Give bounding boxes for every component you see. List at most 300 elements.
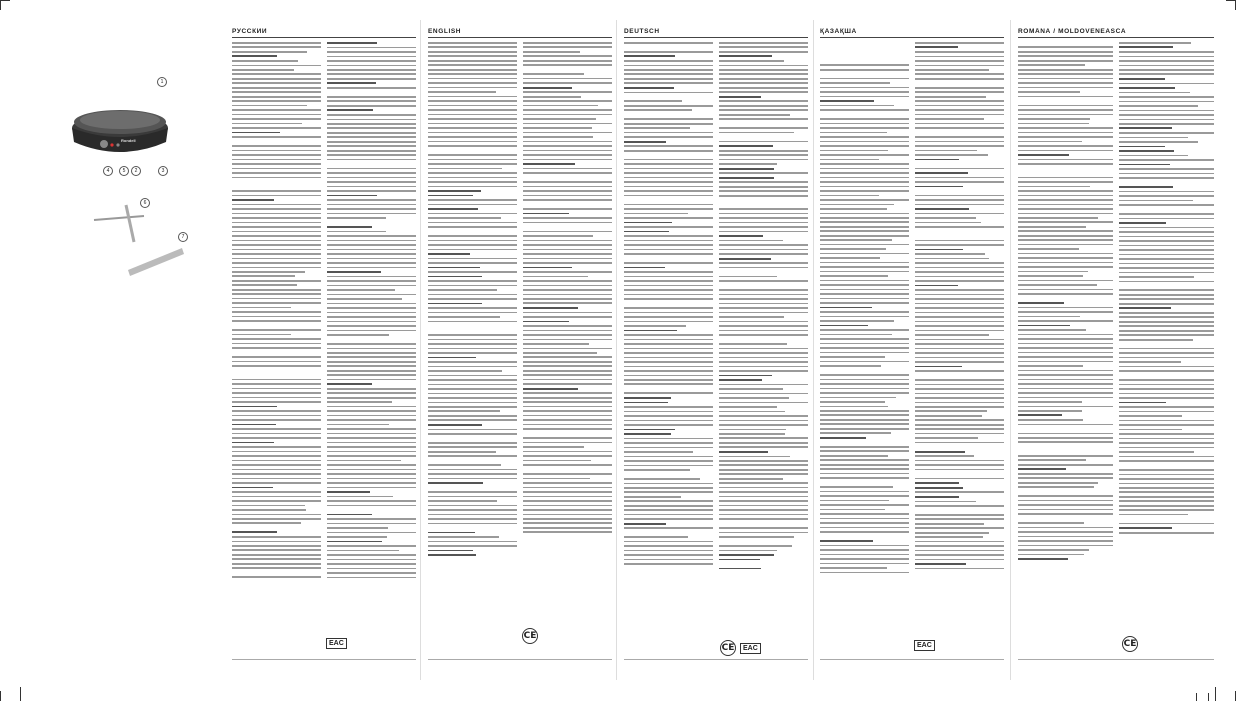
text-line — [915, 235, 1004, 237]
callout-3: 3 — [158, 166, 168, 176]
text-line — [1119, 483, 1214, 485]
text-line — [327, 271, 381, 273]
text-line — [232, 576, 321, 578]
text-block — [624, 42, 713, 572]
text-line — [327, 163, 416, 165]
text-line — [624, 127, 690, 129]
text-line — [820, 69, 909, 71]
text-line — [1119, 73, 1214, 75]
text-line — [523, 190, 612, 192]
text-line — [624, 145, 713, 147]
text-line — [1119, 218, 1214, 220]
text-line — [428, 217, 501, 219]
text-line — [327, 568, 416, 570]
text-line — [915, 262, 1004, 264]
text-line — [820, 60, 909, 62]
text-line — [428, 532, 475, 534]
text-line — [1018, 554, 1084, 556]
text-line — [428, 136, 517, 138]
text-line — [327, 509, 416, 511]
text-line — [719, 55, 772, 57]
text-line — [523, 172, 612, 174]
text-line — [1018, 199, 1113, 201]
text-line — [1119, 447, 1214, 449]
text-line — [1119, 474, 1214, 476]
text-line — [915, 464, 1004, 466]
text-line — [523, 199, 612, 201]
text-line — [428, 514, 517, 516]
text-line — [624, 262, 713, 264]
text-line — [820, 150, 888, 152]
text-line — [624, 244, 713, 246]
text-line — [232, 527, 321, 529]
text-line — [1119, 173, 1214, 175]
text-line — [232, 267, 321, 269]
text-line — [327, 410, 416, 412]
text-line — [624, 289, 713, 291]
text-line — [1119, 424, 1214, 426]
text-line — [820, 477, 909, 479]
text-line — [428, 100, 517, 102]
text-line — [523, 437, 612, 439]
text-line — [428, 366, 517, 368]
text-line — [428, 235, 517, 237]
text-line — [1018, 374, 1113, 376]
text-line — [523, 105, 598, 107]
text-line — [624, 491, 713, 493]
text-line — [1018, 239, 1113, 241]
text-line — [232, 352, 321, 354]
text-line — [327, 65, 416, 67]
text-line — [428, 388, 517, 390]
text-line — [1119, 119, 1214, 121]
text-line — [624, 334, 713, 336]
text-line — [1119, 370, 1214, 372]
text-line — [719, 253, 808, 255]
text-line — [327, 69, 416, 71]
text-line — [327, 82, 376, 84]
text-line — [915, 303, 1004, 305]
text-line — [915, 451, 965, 453]
text-line — [1018, 361, 1113, 363]
text-line — [719, 82, 808, 84]
text-line — [1018, 437, 1113, 439]
text-line — [523, 370, 612, 372]
text-line — [523, 73, 584, 75]
text-line — [820, 289, 909, 291]
text-line — [719, 316, 784, 318]
text-line — [719, 123, 808, 125]
text-line — [719, 258, 771, 260]
text-line — [523, 509, 612, 511]
text-line — [820, 253, 909, 255]
text-line — [428, 348, 517, 350]
text-line — [1119, 312, 1214, 314]
text-line — [719, 397, 789, 399]
text-line — [523, 244, 612, 246]
text-line — [232, 91, 321, 93]
text-line — [232, 253, 321, 255]
text-line — [624, 217, 713, 219]
text-line — [1018, 464, 1113, 466]
text-line — [624, 415, 713, 417]
text-line — [327, 473, 416, 475]
text-line — [1119, 60, 1214, 62]
text-line — [915, 501, 976, 503]
text-line — [232, 536, 321, 538]
text-line — [232, 69, 294, 71]
text-line — [523, 114, 612, 116]
text-line — [1119, 456, 1214, 458]
text-line — [232, 563, 321, 565]
text-line — [719, 289, 808, 291]
text-line — [232, 168, 321, 170]
text-line — [1119, 433, 1214, 435]
text-line — [820, 509, 885, 511]
text-line — [820, 114, 909, 116]
text-line — [1119, 357, 1214, 359]
text-line — [232, 442, 274, 444]
callout-1: 1 — [157, 77, 167, 87]
text-line — [719, 478, 783, 480]
text-line — [1018, 527, 1113, 529]
page-footer — [428, 659, 612, 668]
text-line — [428, 253, 470, 255]
text-line — [915, 240, 1004, 242]
text-line — [915, 307, 1004, 309]
text-line — [428, 446, 517, 448]
column-title-ro: ROMÂNĂ / MOLDOVENEASCĂ — [1018, 28, 1214, 38]
text-block — [820, 42, 909, 581]
text-line — [624, 199, 713, 201]
text-line — [624, 554, 713, 556]
text-line — [327, 262, 416, 264]
text-line — [820, 334, 892, 336]
text-line — [1119, 231, 1214, 233]
text-line — [1119, 168, 1214, 170]
text-line — [523, 132, 612, 134]
text-line — [232, 379, 321, 381]
text-line — [624, 559, 713, 561]
text-line — [428, 276, 482, 278]
text-line — [719, 280, 808, 282]
text-line — [523, 302, 612, 304]
text-line — [232, 419, 321, 421]
text-line — [624, 280, 713, 282]
text-line — [232, 469, 321, 471]
text-line — [1119, 200, 1193, 202]
text-line — [232, 325, 321, 327]
text-line — [523, 397, 612, 399]
text-line — [428, 312, 517, 314]
text-line — [820, 118, 909, 120]
text-line — [523, 262, 612, 264]
text-line — [1018, 213, 1113, 215]
text-line — [523, 55, 612, 57]
text-line — [523, 154, 612, 156]
text-line — [1119, 56, 1214, 58]
text-line — [915, 496, 959, 498]
text-line — [232, 482, 321, 484]
text-line — [523, 289, 612, 291]
text-line — [820, 307, 872, 309]
text-line — [232, 87, 321, 89]
text-line — [428, 204, 517, 206]
text-line — [523, 276, 588, 278]
text-line — [624, 271, 713, 273]
text-line — [232, 96, 321, 98]
text-line — [719, 523, 808, 525]
text-line — [523, 464, 612, 466]
text-line — [719, 406, 777, 408]
text-line — [428, 46, 517, 48]
ce-mark: CE — [1122, 636, 1138, 652]
text-line — [1119, 258, 1214, 260]
text-line — [624, 181, 713, 183]
text-line — [820, 123, 909, 125]
text-line — [915, 379, 1004, 381]
text-line — [719, 366, 808, 368]
eac-mark: EAC — [326, 638, 347, 649]
text-line — [327, 523, 416, 525]
text-line — [428, 258, 517, 260]
text-line — [232, 208, 321, 210]
text-line — [915, 366, 962, 368]
text-line — [820, 513, 909, 515]
text-line — [1119, 366, 1214, 368]
text-line — [232, 73, 321, 75]
text-line — [523, 312, 612, 314]
text-line — [523, 127, 592, 129]
text-line — [820, 316, 909, 318]
text-line — [327, 145, 416, 147]
text-line — [1018, 383, 1113, 385]
text-line — [719, 420, 808, 422]
text-line — [624, 474, 713, 476]
text-line — [915, 60, 1004, 62]
text-line — [719, 244, 808, 246]
text-line — [428, 249, 517, 251]
text-line — [232, 549, 321, 551]
text-line — [624, 276, 713, 278]
text-line — [1119, 87, 1175, 89]
text-line — [915, 199, 1004, 201]
text-line — [1119, 92, 1190, 94]
text-line — [719, 154, 808, 156]
text-line — [820, 132, 887, 134]
text-line — [915, 510, 1004, 512]
text-line — [327, 451, 416, 453]
text-line — [1119, 285, 1214, 287]
text-line — [523, 451, 612, 453]
text-line — [820, 235, 909, 237]
text-line — [428, 487, 517, 489]
text-line — [624, 136, 713, 138]
text-line — [719, 559, 760, 561]
text-line — [624, 258, 713, 260]
text-line — [719, 65, 808, 67]
text-line — [327, 478, 416, 480]
text-line — [327, 231, 386, 233]
text-line — [1018, 257, 1113, 259]
text-line — [624, 231, 669, 233]
text-line — [1018, 154, 1069, 156]
text-line — [232, 222, 321, 224]
text-line — [820, 329, 909, 331]
text-line — [232, 275, 295, 277]
column-title-en: ENGLISH — [428, 28, 612, 38]
text-line — [719, 393, 808, 395]
text-line — [428, 159, 517, 161]
text-line — [232, 271, 305, 273]
text-line — [1119, 83, 1214, 85]
text-line — [820, 145, 909, 147]
text-line — [428, 280, 517, 282]
text-line — [232, 383, 321, 385]
text-line — [1119, 245, 1214, 247]
text-line — [232, 424, 276, 426]
text-line — [719, 60, 784, 62]
text-line — [624, 509, 713, 511]
text-line — [1018, 495, 1113, 497]
text-line — [232, 370, 321, 372]
text-line — [719, 491, 808, 493]
text-line — [1018, 221, 1113, 223]
column-en — [428, 28, 612, 668]
column-title-ru: РУССКИЙ — [232, 28, 416, 38]
text-line — [232, 258, 321, 260]
text-line — [1018, 109, 1113, 111]
text-line — [428, 437, 517, 439]
text-line — [428, 87, 517, 89]
text-line — [428, 491, 517, 493]
text-line — [719, 150, 808, 152]
text-line — [327, 42, 377, 44]
text-line — [820, 190, 909, 192]
text-line — [523, 163, 575, 165]
text-line — [327, 577, 416, 579]
text-line — [523, 285, 612, 287]
text-line — [1018, 401, 1082, 403]
brand-logo: Rondell — [121, 138, 136, 143]
text-line — [523, 379, 612, 381]
text-line — [624, 46, 713, 48]
text-line — [428, 460, 517, 462]
text-line — [1018, 293, 1113, 295]
ce-mark: CE — [720, 640, 736, 656]
text-line — [428, 339, 517, 341]
text-line — [915, 190, 1004, 192]
text-line — [523, 51, 580, 53]
text-line — [327, 285, 416, 287]
text-line — [1018, 482, 1098, 484]
text-line — [232, 172, 321, 174]
text-line — [1018, 275, 1083, 277]
text-line — [1119, 105, 1198, 107]
text-line — [820, 46, 909, 48]
text-line — [915, 554, 1004, 556]
text-line — [719, 307, 808, 309]
text-line — [624, 186, 713, 188]
text-block — [1018, 42, 1113, 563]
text-line — [820, 370, 909, 372]
text-line — [428, 321, 517, 323]
text-line — [232, 455, 321, 457]
text-line — [820, 109, 909, 111]
text-line — [820, 486, 893, 488]
text-line — [523, 204, 612, 206]
text-line — [915, 46, 958, 48]
text-line — [820, 64, 909, 66]
text-line — [1018, 365, 1083, 367]
text-line — [523, 60, 612, 62]
text-line — [1119, 509, 1214, 511]
text-line — [915, 568, 1004, 570]
text-line — [1119, 101, 1214, 103]
text-line — [232, 159, 321, 161]
text-line — [327, 276, 416, 278]
text-line — [327, 374, 416, 376]
text-line — [915, 527, 1004, 529]
text-line — [523, 356, 612, 358]
text-line — [523, 469, 612, 471]
text-line — [1018, 486, 1094, 488]
text-line — [915, 163, 1004, 165]
text-line — [523, 406, 612, 408]
text-line — [719, 460, 808, 462]
text-line — [232, 451, 321, 453]
callout-2: 2 — [131, 166, 141, 176]
text-line — [624, 545, 713, 547]
text-line — [327, 114, 416, 116]
text-line — [1119, 339, 1193, 341]
text-line — [820, 172, 909, 174]
text-line — [719, 545, 792, 547]
text-line — [624, 92, 713, 94]
text-line — [232, 231, 321, 233]
text-line — [1119, 65, 1214, 67]
page-footer — [1018, 659, 1214, 668]
text-line — [1119, 222, 1166, 224]
text-line — [327, 316, 416, 318]
text-line — [232, 293, 321, 295]
text-line — [523, 446, 584, 448]
text-line — [820, 464, 909, 466]
text-line — [915, 96, 986, 98]
text-line — [1119, 141, 1198, 143]
text-line — [523, 267, 572, 269]
text-line — [915, 388, 1004, 390]
text-line — [820, 213, 909, 215]
text-line — [820, 522, 909, 524]
text-line — [428, 357, 476, 359]
text-line — [624, 100, 682, 102]
text-line — [624, 42, 713, 44]
text-line — [915, 267, 1004, 269]
text-line — [624, 451, 693, 453]
text-line — [1119, 451, 1194, 453]
text-line — [327, 123, 416, 125]
text-line — [624, 285, 713, 287]
text-line — [232, 545, 321, 547]
text-line — [327, 154, 416, 156]
text-line — [232, 51, 307, 53]
text-line — [719, 554, 774, 556]
text-line — [1018, 509, 1113, 511]
column-kk — [820, 28, 1004, 668]
text-line — [915, 482, 959, 484]
text-line — [327, 469, 416, 471]
